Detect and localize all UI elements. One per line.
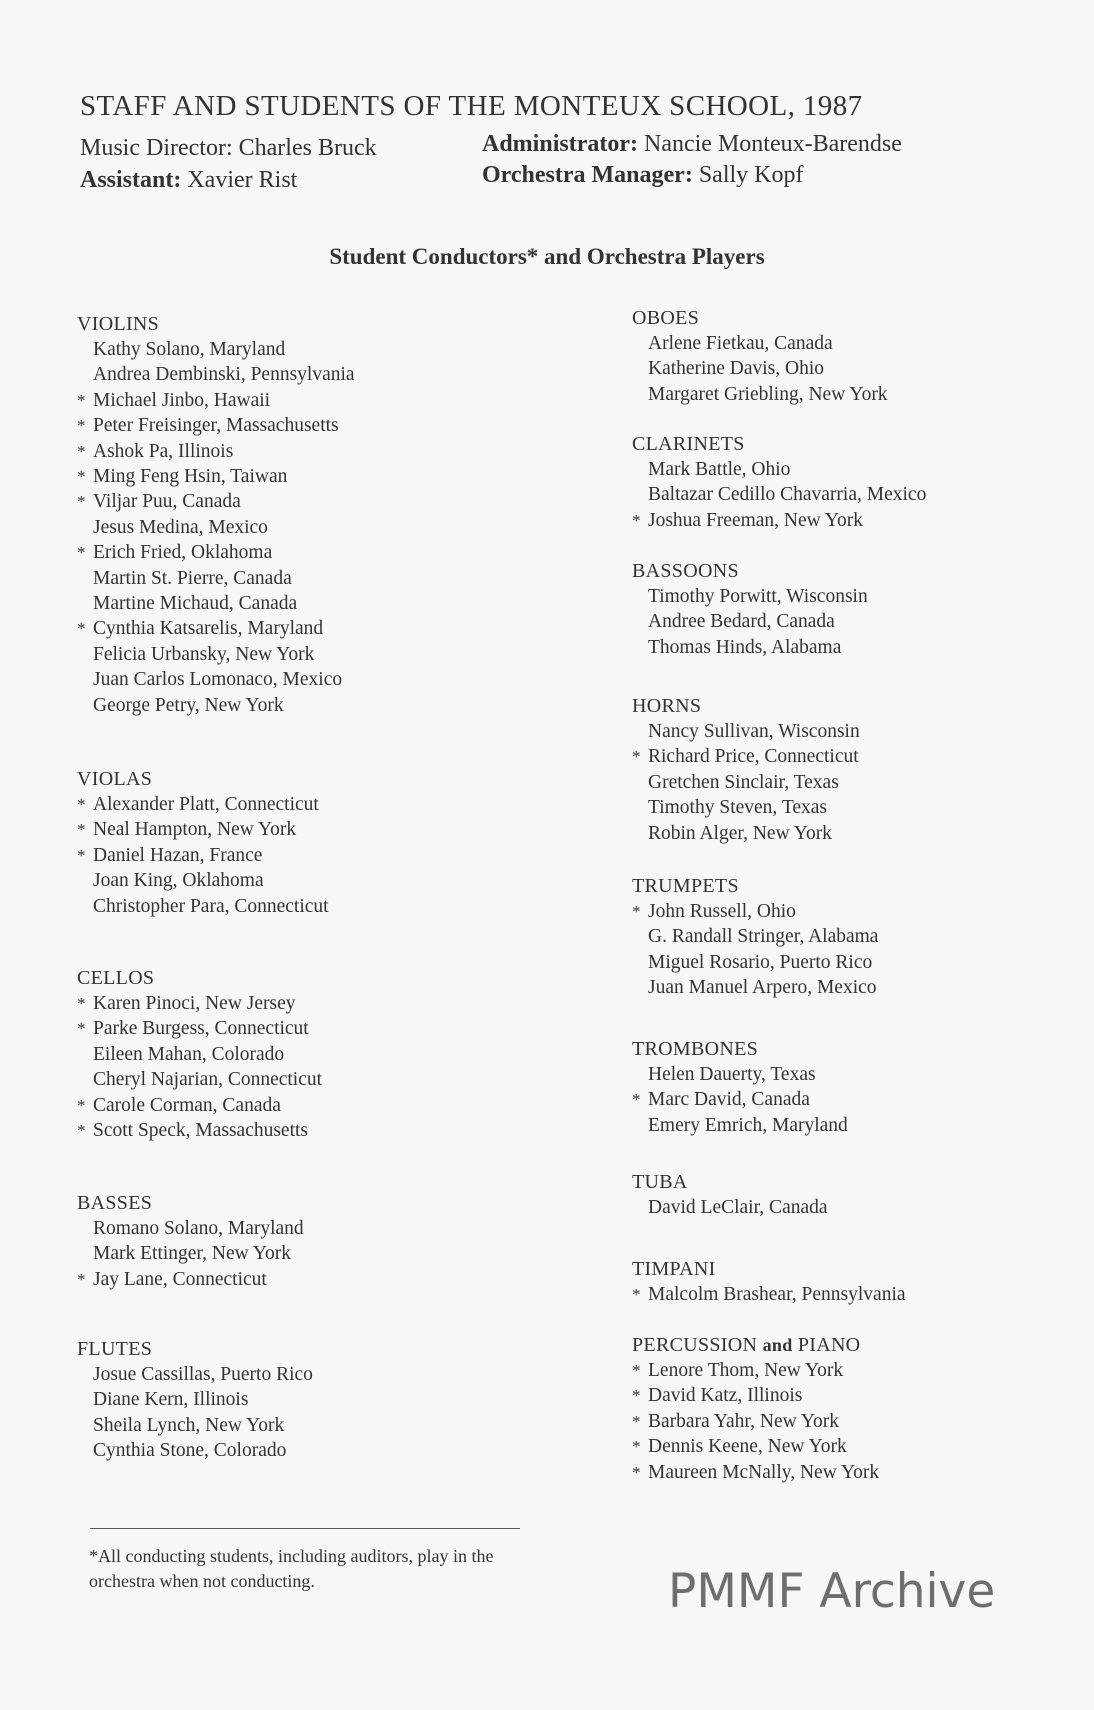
roster-entry (632, 457, 926, 482)
section-timpani (632, 1257, 906, 1307)
member-name-location: Peter Freisinger, Massachusetts (93, 415, 339, 437)
member-name-location: Michael Jinbo, Hawaii (93, 389, 271, 411)
section-clarinets (632, 432, 926, 533)
staff-role-label: Assistant: (80, 167, 182, 193)
roster-entry (77, 868, 329, 893)
section-heading: BASSES (77, 1192, 153, 1214)
member-name-location: Helen Dauerty, Texas (648, 1064, 816, 1085)
member-name-location: Margaret Griebling, New York (648, 383, 888, 405)
roster-entry (77, 1362, 313, 1387)
member-name-location: David Katz, Illinois (648, 1385, 803, 1407)
staff-orchestra-manager (482, 162, 804, 189)
conductor-asterisk: * (632, 1462, 641, 1482)
section-flutes (77, 1337, 313, 1464)
section-heading: BASSOONS (632, 560, 739, 582)
roster-entry (632, 1087, 848, 1112)
conductor-asterisk: * (77, 543, 86, 563)
member-name-location: George Petry, New York (93, 694, 284, 716)
member-name-location: Lenore Thom, New York (648, 1360, 844, 1381)
roster-entry (77, 464, 355, 489)
member-name-location: Marc David, Canada (648, 1089, 810, 1111)
section-bassoons (632, 559, 868, 660)
member-name-location: Timothy Porwitt, Wisconsin (648, 586, 868, 607)
section-violins (77, 312, 355, 718)
roster-entry (632, 899, 878, 924)
staff-administrator (482, 131, 902, 158)
roster-entry (77, 362, 355, 387)
member-name-location: Mark Battle, Ohio (648, 459, 791, 480)
conductor-asterisk: * (77, 795, 86, 814)
roster-entry (632, 1409, 879, 1434)
conductor-asterisk: * (632, 1437, 641, 1457)
member-name-location: Diane Kern, Illinois (93, 1389, 249, 1411)
conductor-asterisk: * (77, 994, 86, 1013)
conductor-asterisk: * (77, 1269, 86, 1289)
roster-entry (632, 1460, 879, 1485)
staff-role-label: Administrator: (482, 131, 638, 157)
member-name-location: Mark Ettinger, New York (93, 1243, 291, 1265)
conductor-asterisk: * (632, 1386, 641, 1406)
member-name-location: David LeClair, Canada (648, 1197, 828, 1218)
staff-name: Xavier Rist (187, 167, 298, 193)
roster-entry (77, 1042, 322, 1067)
section-heading: CELLOS (77, 967, 155, 989)
roster-entry (77, 489, 355, 514)
footnote-divider (90, 1528, 520, 1529)
roster-entry (77, 439, 355, 464)
roster-entry (632, 1062, 848, 1087)
roster-entry (632, 382, 888, 407)
member-name-location: Arlene Fietkau, Canada (648, 333, 833, 354)
member-name-location: Nancy Sullivan, Wisconsin (648, 721, 860, 742)
section-subtitle: Student Conductors* and Orchestra Players (329, 244, 765, 269)
section-percussion-piano (632, 1333, 879, 1485)
roster-entry (632, 719, 860, 744)
roster-entry (77, 1267, 304, 1292)
roster-entry (632, 1195, 828, 1220)
roster-entry (77, 1093, 322, 1118)
roster-entry (632, 356, 888, 381)
conductor-asterisk: * (77, 441, 86, 461)
section-heading: CLARINETS (632, 433, 745, 455)
roster-entry (632, 1383, 879, 1408)
section-horns (632, 694, 860, 846)
member-name-location: Karen Pinoci, New Jersey (93, 993, 296, 1014)
member-name-location: Cynthia Stone, Colorado (93, 1440, 287, 1462)
section-violas (77, 767, 329, 919)
section-heading: HORNS (632, 695, 702, 717)
member-name-location: Cheryl Najarian, Connecticut (93, 1069, 323, 1091)
section-heading-part: PERCUSSION (632, 1334, 758, 1356)
member-name-location: Robin Alger, New York (648, 822, 832, 844)
roster-entry (632, 508, 926, 533)
section-heading: VIOLAS (77, 768, 153, 790)
member-name-location: Neal Hampton, New York (93, 819, 297, 841)
member-name-location: Sheila Lynch, New York (93, 1414, 285, 1436)
section-cellos (77, 966, 322, 1143)
roster-entry (632, 950, 878, 975)
staff-role-label: Music Director: (80, 135, 233, 161)
conductor-asterisk: * (632, 747, 641, 767)
roster-entry (632, 744, 860, 769)
footnote: *All conducting students, including auditors, play in the orchestra when not conducting. (89, 1546, 494, 1591)
roster-entry (632, 770, 860, 795)
member-name-location: Ming Feng Hsin, Taiwan (93, 466, 288, 488)
staff-music-director (80, 135, 377, 162)
staff-role-label: Orchestra Manager: (482, 162, 693, 188)
member-name-location: Emery Emrich, Maryland (648, 1114, 848, 1136)
roster-entry (77, 388, 355, 413)
conductor-asterisk: * (632, 510, 641, 530)
roster-entry (632, 584, 868, 609)
member-name-location: Joan King, Oklahoma (93, 870, 264, 892)
conductor-asterisk: * (632, 902, 641, 921)
section-trombones (632, 1037, 848, 1138)
roster-entry (632, 609, 868, 634)
conductor-asterisk: * (77, 619, 86, 639)
member-name-location: Parke Burgess, Connecticut (93, 1018, 309, 1040)
member-name-location: Viljar Puu, Canada (93, 491, 241, 513)
member-name-location: John Russell, Ohio (648, 901, 796, 922)
member-name-location: Ashok Pa, Illinois (93, 440, 234, 462)
member-name-location: Martine Michaud, Canada (93, 593, 298, 615)
roster-entry (77, 991, 322, 1016)
section-heading-part: PIANO (797, 1334, 861, 1356)
member-name-location: Katherine Davis, Ohio (648, 358, 824, 380)
archive-watermark: PMMF Archive (668, 1564, 996, 1619)
roster-entry (77, 1413, 313, 1438)
member-name-location: Miguel Rosario, Puerto Rico (648, 951, 873, 973)
member-name-location: Jesus Medina, Mexico (93, 516, 268, 538)
member-name-location: Eileen Mahan, Colorado (93, 1043, 285, 1065)
member-name-location: G. Randall Stringer, Alabama (648, 926, 879, 948)
roster-entry (632, 1282, 906, 1307)
member-name-location: Malcolm Brashear, Pennsylvania (648, 1284, 906, 1305)
conductor-asterisk: * (77, 416, 86, 436)
roster-entry (77, 337, 355, 362)
member-name-location: Joshua Freeman, New York (648, 509, 864, 531)
member-name-location: Richard Price, Connecticut (648, 746, 859, 768)
conductor-asterisk: * (77, 492, 86, 512)
conductor-asterisk: * (632, 1285, 641, 1304)
member-name-location: Scott Speck, Massachusetts (93, 1120, 309, 1142)
roster-entry (77, 1387, 313, 1412)
section-heading: OBOES (632, 307, 700, 329)
section-heading: FLUTES (77, 1338, 153, 1360)
section-oboes (632, 306, 888, 407)
member-name-location: Andree Bedard, Canada (648, 611, 835, 633)
roster-entry (77, 591, 355, 616)
roster-entry (77, 515, 355, 540)
conductor-asterisk: * (77, 1019, 86, 1039)
staff-name: Nancie Monteux-Barendse (643, 131, 902, 157)
roster-entry (77, 540, 355, 565)
section-heading (632, 1333, 879, 1358)
conductor-asterisk: * (632, 1090, 641, 1110)
page-title: STAFF AND STUDENTS OF THE MONTEUX SCHOOL, 1987 (80, 90, 863, 122)
member-name-location: Gretchen Sinclair, Texas (648, 771, 839, 793)
section-heading: VIOLINS (77, 313, 160, 335)
member-name-location: Juan Carlos Lomonaco, Mexico (93, 669, 343, 691)
roster-entry (77, 616, 355, 641)
member-name-location: Maureen McNally, New York (648, 1461, 880, 1483)
conductor-asterisk: * (77, 1121, 86, 1141)
member-name-location: Barbara Yahr, New York (648, 1410, 839, 1432)
roster-entry (632, 1113, 848, 1138)
roster-entry (77, 1438, 313, 1463)
member-name-location: Erich Fried, Oklahoma (93, 542, 273, 564)
member-name-location: Baltazar Cedillo Chavarria, Mexico (648, 484, 927, 506)
roster-entry (632, 482, 926, 507)
staff-name: Sally Kopf (698, 162, 804, 188)
member-name-location: Timothy Steven, Texas (648, 797, 828, 819)
section-heading-and: and (762, 1335, 793, 1355)
roster-entry (77, 1216, 304, 1241)
member-name-location: Romano Solano, Maryland (93, 1218, 304, 1239)
member-name-location: Josue Cassillas, Puerto Rico (93, 1364, 313, 1385)
roster-entry (632, 924, 878, 949)
member-name-location: Juan Manuel Arpero, Mexico (648, 977, 877, 999)
roster-entry (77, 894, 329, 919)
roster-entry (77, 792, 329, 817)
conductor-asterisk: * (77, 390, 86, 410)
conductor-asterisk: * (77, 467, 86, 487)
roster-entry (632, 331, 888, 356)
roster-entry (77, 843, 329, 868)
conductor-asterisk: * (632, 1361, 641, 1380)
member-name-location: Kathy Solano, Maryland (93, 339, 286, 360)
section-trumpets (632, 874, 878, 1001)
roster-entry (632, 975, 878, 1000)
conductor-asterisk: * (77, 820, 86, 840)
roster-entry (77, 1016, 322, 1041)
member-name-location: Dennis Keene, New York (648, 1436, 847, 1458)
member-name-location: Martin St. Pierre, Canada (93, 567, 292, 589)
member-name-location: Cynthia Katsarelis, Maryland (93, 618, 324, 640)
member-name-location: Daniel Hazan, France (93, 844, 263, 866)
conductor-asterisk: * (77, 1095, 86, 1115)
section-tuba (632, 1170, 828, 1220)
member-name-location: Andrea Dembinski, Pennsylvania (93, 364, 355, 386)
roster-entry (77, 667, 355, 692)
roster-entry (77, 1118, 322, 1143)
roster-entry (632, 1434, 879, 1459)
roster-entry (77, 1067, 322, 1092)
roster-entry (77, 693, 355, 718)
roster-entry (632, 821, 860, 846)
conductor-asterisk: * (632, 1411, 641, 1431)
roster-entry (77, 1241, 304, 1266)
member-name-location: Christopher Para, Connecticut (93, 895, 329, 917)
staff-assistant (80, 167, 297, 194)
roster-entry (77, 817, 329, 842)
member-name-location: Felicia Urbansky, New York (93, 643, 315, 665)
roster-entry (77, 566, 355, 591)
section-heading: TIMPANI (632, 1258, 716, 1280)
roster-entry (77, 642, 355, 667)
section-basses (77, 1191, 304, 1292)
section-heading: TUBA (632, 1171, 688, 1193)
roster-entry (77, 413, 355, 438)
staff-name: Charles Bruck (238, 135, 377, 161)
section-heading: TRUMPETS (632, 875, 739, 897)
roster-entry (632, 1358, 879, 1383)
member-name-location: Thomas Hinds, Alabama (648, 636, 842, 658)
roster-entry (632, 635, 868, 660)
member-name-location: Alexander Platt, Connecticut (93, 794, 319, 815)
roster-entry (632, 795, 860, 820)
member-name-location: Jay Lane, Connecticut (93, 1268, 267, 1290)
conductor-asterisk: * (77, 845, 86, 865)
member-name-location: Carole Corman, Canada (93, 1094, 281, 1116)
section-heading: TROMBONES (632, 1038, 759, 1060)
